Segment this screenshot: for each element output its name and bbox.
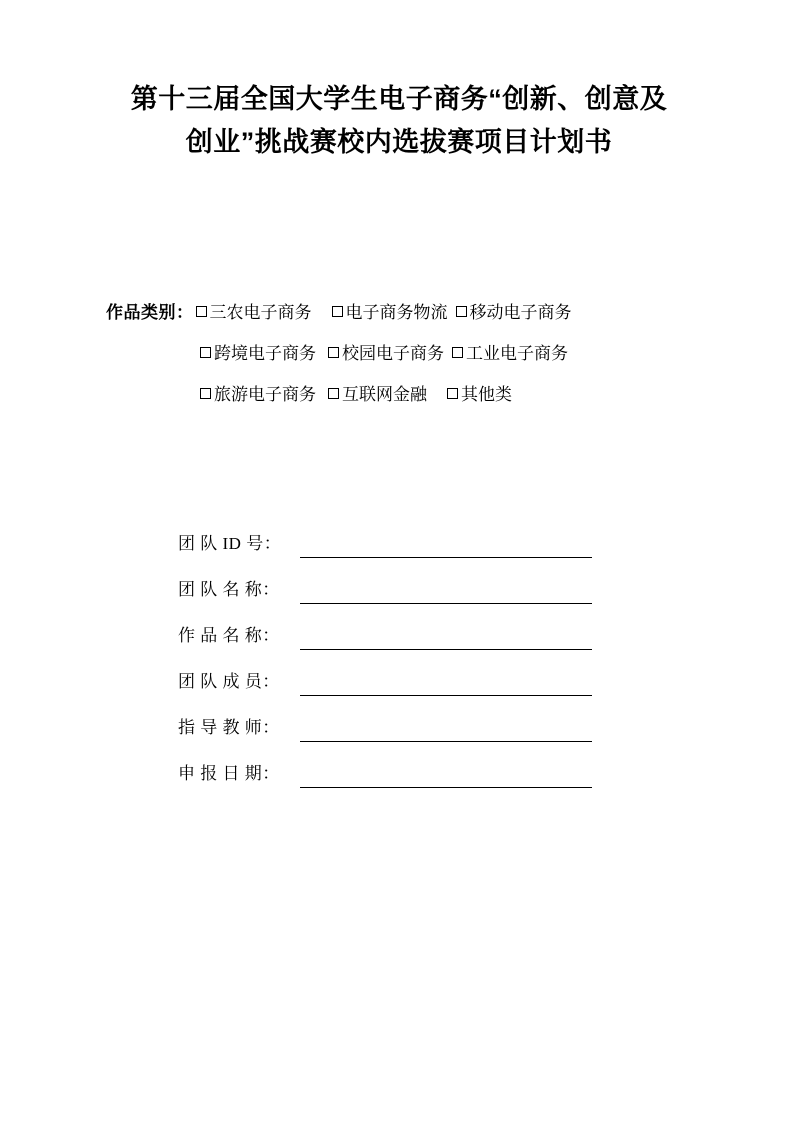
category-option-label: 三农电子商务: [209, 303, 312, 322]
category-option-campus[interactable]: [328, 333, 444, 374]
field-work-name: [178, 604, 618, 650]
category-option-internet-finance[interactable]: [328, 374, 427, 415]
category-option-label: 移动电子商务: [469, 303, 572, 322]
field-team-name: [178, 558, 618, 604]
field-label: 团 队 ID 号：: [178, 534, 282, 553]
category-selection: [106, 292, 706, 415]
category-option-label: 互联网金融: [342, 385, 427, 404]
field-input[interactable]: [300, 673, 592, 696]
checkbox-icon[interactable]: [332, 306, 343, 317]
form-fields: [178, 512, 618, 788]
field-label: 申 报 日 期：: [178, 764, 280, 783]
category-option-label: 旅游电子商务: [214, 385, 316, 404]
checkbox-icon[interactable]: [447, 388, 458, 399]
checkbox-icon[interactable]: [328, 388, 339, 399]
category-option-label: 其他类: [461, 385, 512, 404]
category-option-logistics[interactable]: [332, 292, 448, 333]
category-label: 作品类别：: [106, 303, 194, 322]
field-input[interactable]: [300, 581, 592, 604]
checkbox-icon[interactable]: [452, 347, 463, 358]
category-row-1: [106, 292, 706, 333]
field-input[interactable]: [300, 719, 592, 742]
field-input[interactable]: [300, 627, 592, 650]
category-row-2: [106, 333, 706, 374]
checkbox-icon[interactable]: [200, 347, 211, 358]
field-input[interactable]: [300, 765, 592, 788]
field-input[interactable]: [300, 535, 592, 558]
category-option-label: 电子商务物流: [345, 303, 448, 322]
category-option-sannong[interactable]: [196, 292, 312, 333]
page-title: [96, 78, 702, 164]
category-option-label: 跨境电子商务: [214, 344, 316, 363]
checkbox-icon[interactable]: [328, 347, 339, 358]
field-team-members: [178, 650, 618, 696]
category-option-label: 工业电子商务: [466, 344, 568, 363]
checkbox-icon[interactable]: [200, 388, 211, 399]
category-option-label: 校园电子商务: [342, 344, 444, 363]
category-option-industrial[interactable]: [452, 333, 568, 374]
field-team-id: [178, 512, 618, 558]
title-line-2: 创业”挑战赛校内选拔赛项目计划书: [185, 127, 613, 157]
checkbox-icon[interactable]: [196, 306, 207, 317]
field-advisor: [178, 696, 618, 742]
field-label: 团 队 名 称：: [178, 580, 280, 599]
category-option-mobile[interactable]: [456, 292, 572, 333]
field-label: 指 导 教 师：: [178, 718, 280, 737]
field-apply-date: [178, 742, 618, 788]
title-line-1: 第十三届全国大学生电子商务“创新、创意及: [130, 84, 668, 114]
field-label: 作 品 名 称：: [178, 626, 280, 645]
category-option-tourism[interactable]: [200, 374, 316, 415]
category-row-3: [106, 374, 706, 415]
field-label: 团 队 成 员：: [178, 672, 280, 691]
checkbox-icon[interactable]: [456, 306, 467, 317]
category-option-other[interactable]: [447, 374, 512, 415]
category-option-crossborder[interactable]: [200, 333, 316, 374]
